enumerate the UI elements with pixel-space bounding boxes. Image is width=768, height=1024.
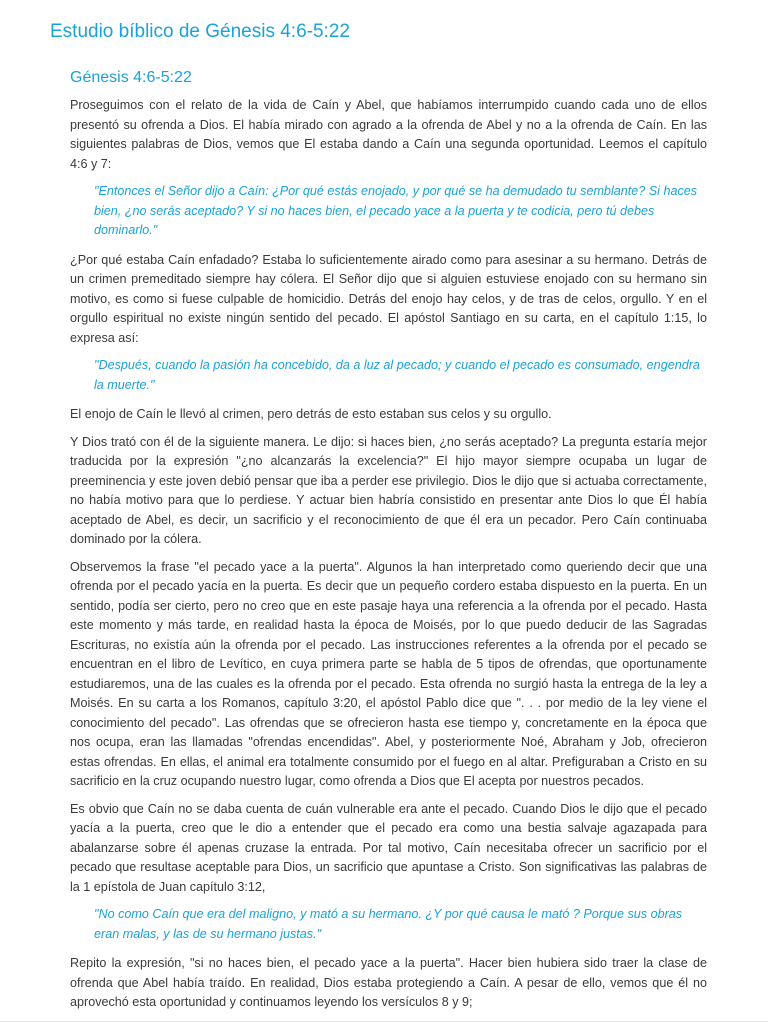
footer-divider	[0, 1021, 768, 1022]
paragraph-vulnerable: Es obvio que Caín no se daba cuenta de cuán vulnerable era ante el pecado. Cuando Dios le dijo que el pecado yacía a la puerta, creo que le dio a entender que el pecado era como una bestia salvaje agazapada para abalanzarse sobre él apenas cruzase la entrada. Por tal motivo, Caín necesitaba ofrecer un sacrificio por el pecado que resultase aceptable para Dios, un sacrificio que apuntase a Cristo. Son significativas las palabras de la 1 epístola de Juan capítulo 3:12,	[70, 801, 707, 894]
paragraph-intro: Proseguimos con el relato de la vida de Caín y Abel, que habíamos interrumpido cuando cada uno de ellos presentó su ofrenda a Dios. El había mirado con agrado a la ofrenda de Abel y no a la ofrenda de Caín. En las siguientes palabras de Dios, vemos que El estaba dando a Caín una segunda oportunidad. Leemos el capítulo 4:6 y 7:	[70, 98, 707, 171]
paragraph-sin-at-door: Observemos la frase "el pecado yace a la puerta". Algunos la han interpretado como queriendo decir que una ofrenda por el pecado yacía en la puerta. Es decir que un pequeño cordero estaba dispuesto en la puerta. En un sentido, podía ser cierto, pero no creo que en este pasaje haya una referencia a la ofrenda por el pecado. Hasta este momento y más tarde, en realidad hasta la época de Moisés, por lo que puedo deducir de las Sagradas Escrituras, no existía aún la ofrenda por el pecado. Las instrucciones referentes a la ofrenda por el pecado se encuentran en el libro de Levítico, en cuya primera parte se habla de 5 tipos de ofrendas, que oportunamente estudiaremos, una de las cuales es la ofrenda por el pecado. Esta ofrenda no surgió hasta la entrega de la ley a Moisés. En su carta a los Romanos, capítulo 3:20, el apóstol Pablo dice que ". . . por medio de la ley viene el conocimiento del pecado". Las ofrendas que se ofrecieron hasta ese tiempo y, concretamente en la época que nos ocupa, eran las llamadas "ofrendas encendidas". Abel, y posteriormente Noé, Abraham y Job, ofrecieron estas ofrendas. En ellas, el animal era totalmente consumido por el fuego en al altar. Prefiguraban a Cristo en su sacrificio en la cruz ocupando nuestro lugar, como ofrenda a Dios que El acepta por nuestros pecados.	[70, 559, 707, 788]
article-body	[70, 66, 707, 1021]
quote-1-juan-3-12: "No como Caín que era del maligno, y mató a su hermano. ¿Y por qué causa le mató ? Porque sus obras eran malas, y las de su hermano justas."	[94, 907, 683, 941]
quote-genesis-4-6-7: "Entonces el Señor dijo a Caín: ¿Por qué estás enojado, y por qué se ha demudado tu semblante? Si haces bien, ¿no serás aceptado? Y si no haces bien, el pecado yace a la puerta y te codicia, pero tú debes dominarlo."	[94, 184, 698, 237]
section-heading: Génesis 4:6-5:22	[70, 69, 192, 86]
page-title: Estudio bíblico de Génesis 4:6-5:22	[50, 21, 350, 42]
paragraph-god-dealt: Y Dios trató con él de la siguiente manera. Le dijo: si haces bien, ¿no serás aceptado? La pregunta estaría mejor traducida por la expresión "¿no alcanzarás la excelencia?" El hijo mayor siempre ocupaba un lugar de preeminencia y este joven debió pensar que iba a perder ese privilegio. Dios le dijo que si actuaba correctamente, no había motivo para que lo perdiese. Y actuar bien habría consistido en presentar ante Dios lo que Él había aceptado de Abel, es decir, un sacrificio y el reconocimiento de que él era un pecador. Pero Caín continuaba dominado por la cólera.	[70, 434, 707, 546]
paragraph-repeat: Repito la expresión, "si no haces bien, el pecado yace a la puerta". Hacer bien hubiera sido traer la clase de ofrenda que Abel había traído. En realidad, Dios estaba protegiendo a Caín. A pesar de ello, vemos que él no aprovechó esta oportunidad y continuamos leyendo los versículos 8 y 9;	[70, 956, 707, 1009]
quote-santiago-1-15: "Después, cuando la pasión ha concebido, da a luz al pecado; y cuando el pecado es consumado, engendra la muerte."	[94, 358, 700, 392]
paragraph-crime: El enojo de Caín le llevó al crimen, pero detrás de esto estaban sus celos y su orgullo.	[70, 407, 552, 421]
paragraph-anger: ¿Por qué estaba Caín enfadado? Estaba lo suficientemente airado como para asesinar a su hermano. Detrás de un crimen premeditado siempre hay cólera. El Señor dijo que si alguien estuviese enojado con su hermano sin motivo, es como si fuese culpable de homicidio. Detrás del enojo hay celos, y de tras de celos, orgullo. Y en el orgullo espiritual no existe ningún sentido del pecado. El apóstol Santiago en su carta, en el capítulo 1:15, lo expresa así:	[70, 252, 707, 345]
